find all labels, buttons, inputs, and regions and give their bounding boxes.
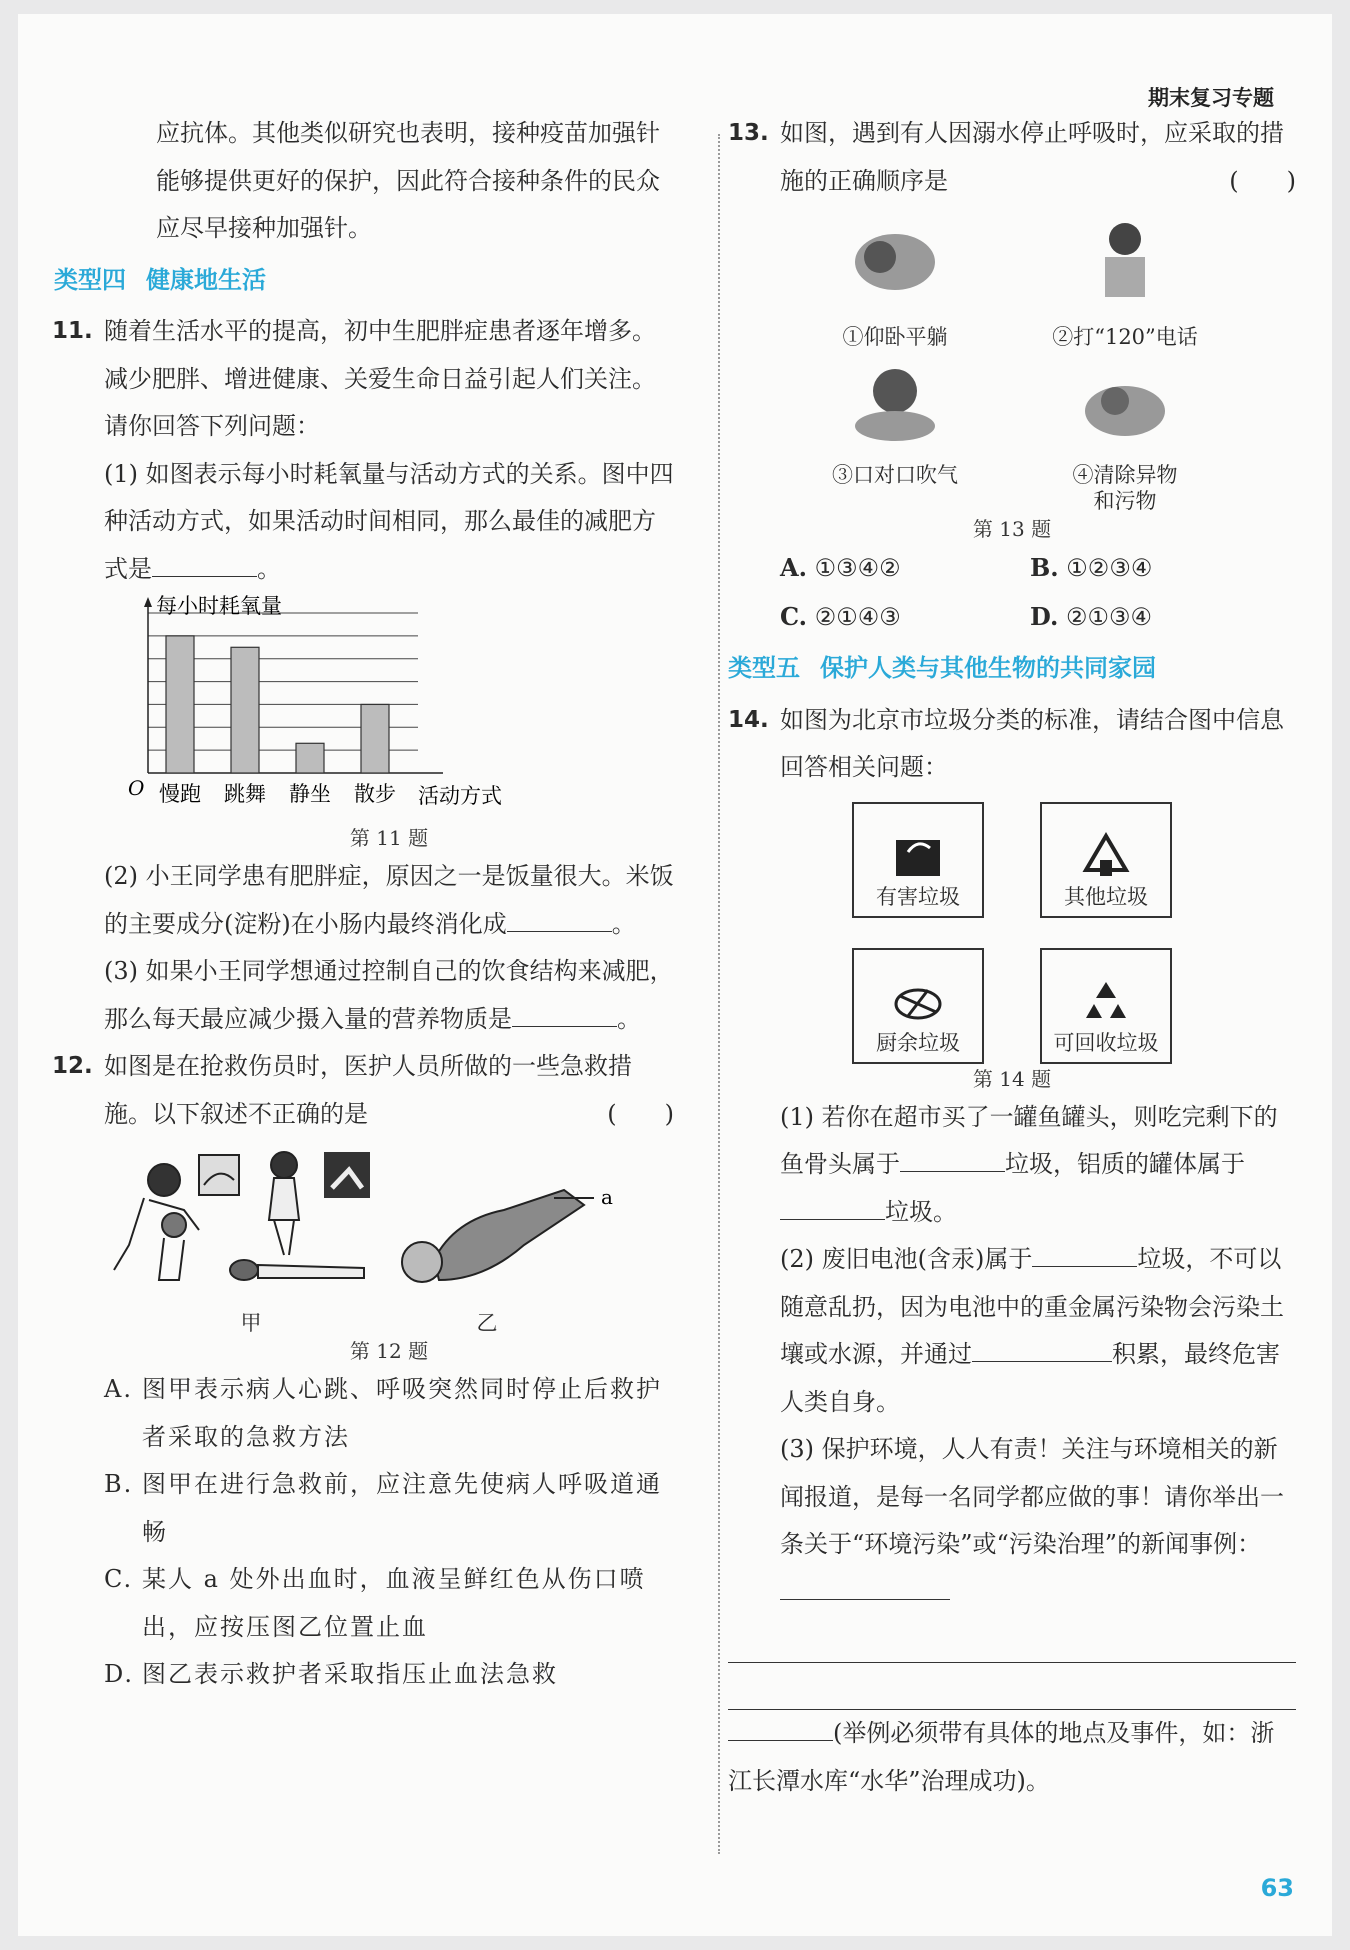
option-text: ①②③④ xyxy=(1066,554,1153,582)
q14-part3-tail xyxy=(728,1710,1296,1805)
question-13 xyxy=(728,110,1296,641)
left-column xyxy=(52,110,674,1699)
section-4-label: 类型四 xyxy=(54,265,126,294)
question-number: 13. xyxy=(728,120,769,146)
bar-0 xyxy=(166,636,194,773)
q11-part1-text: (1) 如图表示每小时耗氧量与活动方式的关系。图中四种活动方式，如果活动时间相同，那么最佳的减肥方式是 xyxy=(104,459,674,583)
label-a: a xyxy=(601,1185,613,1209)
question-stem: 如图为北京市垃圾分类的标准，请结合图中信息回答相关问题： xyxy=(780,705,1284,781)
option-text: 图甲在进行急救前，应注意先使病人呼吸道通畅 xyxy=(142,1470,662,1546)
section-5-heading xyxy=(728,645,1296,693)
q14-part1-mid: 垃圾，铝质的罐体属于 xyxy=(1005,1150,1245,1178)
bin-label: 有害垃圾 xyxy=(876,884,960,909)
oxygen-bar-chart xyxy=(104,593,674,823)
answer-blank[interactable] xyxy=(1032,1244,1137,1267)
bin-hazardous xyxy=(852,802,984,918)
question-stem: 随着生活水平的提高，初中生肥胖症患者逐年增多。减少肥胖、增进健康、关爱生命日益引起人们关注。请你回答下列问题： xyxy=(104,317,656,440)
q12-options xyxy=(104,1366,674,1699)
figure-caption: 第 14 题 xyxy=(972,1066,1052,1091)
answer-paren[interactable]: ( ) xyxy=(1229,166,1296,195)
label-jia: 甲 xyxy=(240,1311,262,1335)
step-1-label: ①仰卧平躺 xyxy=(842,324,948,349)
answer-blank[interactable] xyxy=(972,1339,1112,1362)
origin-label: O xyxy=(128,776,145,800)
figure-caption: 第 13 题 xyxy=(972,517,1052,541)
answer-line[interactable] xyxy=(728,1616,1296,1663)
option-d[interactable] xyxy=(104,1651,674,1699)
step-3-illustration xyxy=(840,356,950,446)
first-aid-figure xyxy=(104,1150,674,1310)
q14-part2-text: (2) 废旧电池(含汞)属于 xyxy=(780,1245,1033,1273)
q14-part2-mid: 垃圾，不可以随意乱扔，因为电池中的重金属污染物会污染土壤或水源，并通过 xyxy=(780,1245,1284,1368)
figure-labels xyxy=(104,1310,674,1336)
bin-recyclable xyxy=(1040,948,1172,1064)
q14-part1-end: 垃圾。 xyxy=(885,1197,957,1226)
option-key: B. xyxy=(1030,553,1059,582)
option-d[interactable] xyxy=(1030,593,1280,642)
q11-part1-end: 。 xyxy=(257,554,281,583)
bins-row-2 xyxy=(728,948,1296,1064)
question-12 xyxy=(52,1043,674,1699)
question-stem-text: 如图，遇到有人因溺水停止呼吸时，应采取的措施的正确顺序是 xyxy=(780,119,1284,195)
q11-part1 xyxy=(104,451,674,594)
q14-part3-tail-text: (举例必须带有具体的地点及事件，如：浙江长潭水库“水华”治理成功)。 xyxy=(728,1719,1275,1795)
option-a[interactable] xyxy=(780,544,1030,593)
step-1 xyxy=(780,217,1010,350)
column-divider xyxy=(718,134,720,1854)
step-1-illustration xyxy=(840,217,950,307)
question-number: 14. xyxy=(728,706,769,733)
section-5-label: 类型五 xyxy=(728,654,800,682)
option-b[interactable] xyxy=(104,1461,674,1556)
first-aid-illustration xyxy=(104,1150,624,1310)
q11-part2-text: (2) 小王同学患有肥胖症，原因之一是饭量很大。米饭的主要成分(淀粉)在小肠内最终消化成 xyxy=(104,862,674,938)
label-yi: 乙 xyxy=(476,1311,498,1335)
option-key: A. xyxy=(104,1375,133,1403)
question-14 xyxy=(728,697,1296,1806)
option-key: D. xyxy=(104,1660,135,1688)
answer-blank[interactable] xyxy=(152,554,257,577)
x-tick-label: 静坐 xyxy=(289,782,331,806)
answer-blank[interactable] xyxy=(507,909,612,932)
answer-paren[interactable]: ( ) xyxy=(607,1099,674,1128)
answer-blank[interactable] xyxy=(780,1197,885,1220)
q14-part2 xyxy=(780,1236,1296,1426)
option-text: 图甲表示病人心跳、呼吸突然同时停止后救护者采取的急救方法 xyxy=(142,1375,662,1451)
x-axis-label: 活动方式 xyxy=(418,784,502,808)
answer-blank[interactable] xyxy=(728,1718,833,1741)
option-key: A. xyxy=(780,553,807,582)
step-3-label: ③口对口吹气 xyxy=(832,463,958,487)
question-11 xyxy=(52,308,674,1043)
section-5-title: 保护人类与其他生物的共同家园 xyxy=(820,654,1156,682)
question-number: 11. xyxy=(52,318,93,344)
q11-part3 xyxy=(104,948,674,1043)
step-2-label: ②打“120”电话 xyxy=(1052,324,1198,349)
option-key: C. xyxy=(104,1565,134,1593)
q13-options-row-2 xyxy=(780,593,1296,642)
y-axis-label: 每小时耗氧量 xyxy=(156,594,282,618)
option-text: 某人 a 处外出血时，血液呈鲜红色从伤口喷出，应按压图乙位置止血 xyxy=(142,1565,646,1641)
x-tick-label: 慢跑 xyxy=(159,782,201,806)
q14-part3 xyxy=(780,1426,1296,1616)
rescue-steps-row-2 xyxy=(780,356,1296,515)
step-3 xyxy=(780,356,1010,515)
q11-part2 xyxy=(104,853,674,948)
step-2-illustration xyxy=(1070,217,1180,307)
q14-part1 xyxy=(780,1094,1296,1237)
option-c[interactable] xyxy=(780,593,1030,642)
q14-part3-text: (3) 保护环境，人人有责！关注与环境相关的新闻报道，是每一名同学都应做的事！请你举出一条关于“环境污染”或“污染治理”的新闻事例： xyxy=(780,1435,1284,1558)
figure-caption: 第 12 题 xyxy=(349,1339,429,1363)
other-waste-icon xyxy=(1076,830,1136,880)
rescue-steps-row-1 xyxy=(780,217,1296,350)
answer-blank[interactable] xyxy=(900,1149,1005,1172)
q11-part3-end: 。 xyxy=(617,1004,641,1033)
hazardous-waste-icon xyxy=(888,830,948,880)
q11-part3-text: (3) 如果小王同学想通过控制自己的饮食结构来减肥，那么每天最应减少摄入量的营养物质是 xyxy=(104,957,674,1033)
question-stem xyxy=(104,1043,674,1138)
figure-caption: 第 11 题 xyxy=(349,826,429,850)
answer-line[interactable] xyxy=(728,1663,1296,1710)
page-number: 63 xyxy=(1260,1874,1294,1902)
option-text: ①③④② xyxy=(814,554,901,582)
answer-blank[interactable] xyxy=(512,1004,617,1027)
q11-part2-end: 。 xyxy=(611,909,636,938)
question-number: 12. xyxy=(52,1053,93,1079)
bin-kitchen xyxy=(852,948,984,1064)
q14-part2-end: 积累，最终危害人类自身。 xyxy=(780,1340,1280,1416)
bar-3 xyxy=(361,704,389,773)
recycle-icon xyxy=(1076,976,1136,1026)
chart-svg xyxy=(124,593,544,823)
option-a[interactable] xyxy=(104,1366,674,1461)
x-tick-label: 散步 xyxy=(354,782,396,806)
section-4-title: 健康地生活 xyxy=(146,265,266,294)
option-b[interactable] xyxy=(1030,544,1280,593)
option-text: ②①④③ xyxy=(814,602,901,631)
right-column xyxy=(728,110,1296,1805)
option-key: B. xyxy=(104,1470,134,1498)
y-axis-arrow xyxy=(144,597,152,607)
option-text: 图乙表示救护者采取指压止血法急救 xyxy=(142,1660,558,1688)
step-4-illustration xyxy=(1070,356,1180,446)
option-c[interactable] xyxy=(104,1556,674,1651)
bar-1 xyxy=(231,647,259,773)
step-4-label-line1: ④清除异物 xyxy=(1072,463,1178,487)
q14-part1-text: (1) 若你在超市买了一罐鱼罐头，则吃完剩下的鱼骨头属于 xyxy=(780,1102,1278,1178)
question-stem xyxy=(780,110,1296,205)
step-4 xyxy=(1010,356,1240,515)
option-key: D. xyxy=(1030,601,1059,631)
bin-label: 可回收垃圾 xyxy=(1053,1030,1159,1055)
bin-other xyxy=(1040,802,1172,918)
bin-label: 厨余垃圾 xyxy=(876,1030,960,1055)
kitchen-waste-icon xyxy=(888,976,948,1026)
step-4-label-line2: 和污物 xyxy=(1093,489,1157,513)
section-4-heading xyxy=(54,257,674,305)
page-header: 期末复习专题 xyxy=(1148,86,1274,110)
bin-label: 其他垃圾 xyxy=(1064,884,1148,909)
bins-row-1 xyxy=(728,802,1296,918)
x-tick-label: 跳舞 xyxy=(224,782,266,806)
bar-2 xyxy=(296,743,324,773)
q13-options-row-1 xyxy=(780,544,1296,593)
continuation-text: 应抗体。其他类似研究也表明，接种疫苗加强针能够提供更好的保护，因此符合接种条件的民众应尽早接种加强针。 xyxy=(156,119,660,242)
step-2 xyxy=(1010,217,1240,350)
question-stem-text: 如图是在抢救伤员时，医护人员所做的一些急救措施。以下叙述不正确的是 xyxy=(104,1052,632,1128)
option-key: C. xyxy=(780,601,808,631)
option-text: ②①③④ xyxy=(1065,602,1153,631)
answer-blank[interactable] xyxy=(780,1577,950,1600)
